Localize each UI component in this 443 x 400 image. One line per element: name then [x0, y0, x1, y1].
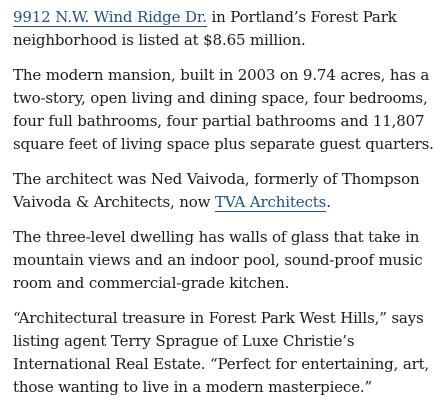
address-link[interactable]: 9912 N.W. Wind Ridge Dr.	[13, 8, 207, 26]
paragraph-quote-text: “Architectural treasure in Forest Park West Hills,” says listing agent Terry Sprague of Luxe Christie’s International Real Estate. “Perfect for entertaining, art, those wanting to live in a modern masterpiece.”	[13, 309, 430, 396]
paragraph-dwelling	[13, 226, 439, 295]
paragraph-mansion-text: The modern mansion, built in 2003 on 9.74 acres, has a two-story, open living and dining space, four bedrooms, four full bathrooms, four partial bathrooms and 11,807 square feet of living space plus separate guest quarters.	[13, 66, 434, 153]
paragraph-architect-text: The architect was Ned Vaivoda, formerly of Thompson Vaivoda & Architects, now	[13, 170, 420, 211]
paragraph-mansion	[13, 64, 439, 156]
paragraph-dwelling-text: The three-level dwelling has walls of glass that take in mountain views and an indoor pool, sound-proof music room and commercial-grade kitchen.	[13, 228, 423, 292]
paragraph-listing	[13, 6, 439, 52]
paragraph-architect-end: .	[326, 193, 331, 211]
paragraph-architect	[13, 168, 439, 214]
paragraph-listing-text: in Portland’s Forest Park neighborhood is listed at $8.65 million.	[13, 8, 397, 49]
tva-architects-link[interactable]: TVA Architects	[214, 193, 327, 211]
paragraph-quote	[13, 307, 439, 399]
